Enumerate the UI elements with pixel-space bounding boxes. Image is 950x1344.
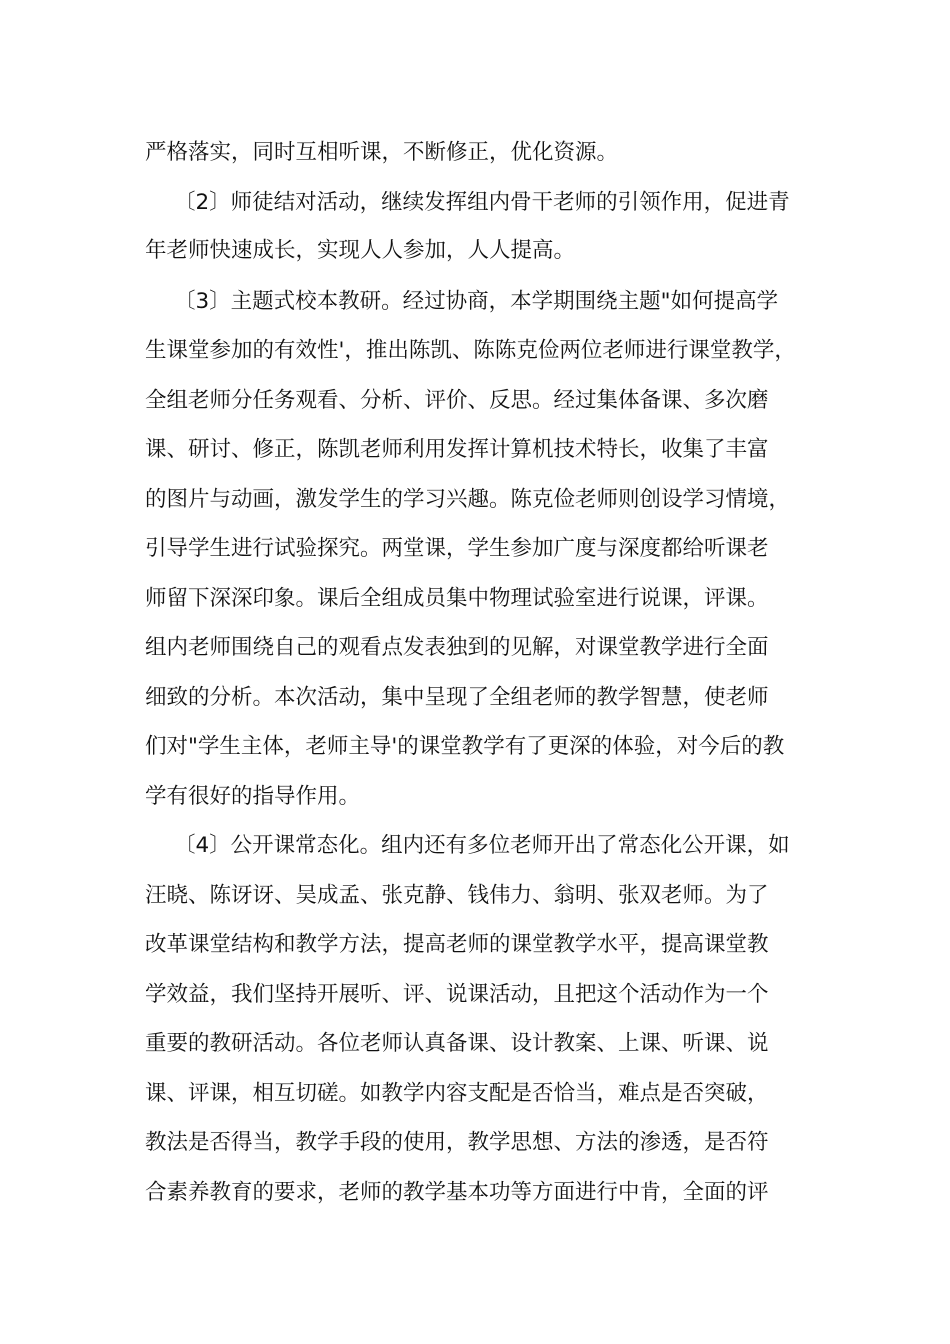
text-line-7: 课、研讨、修正，陈凯老师利用发挥计算机技术特长，收集了丰富 [145,437,769,462]
text-line-2: 〔2〕师徒结对活动，继续发挥组内骨干老师的引领作用，促进青 [174,190,790,215]
text-line-5: 生课堂参加的有效性'，推出陈凯、陈陈克俭两位老师进行课堂教学， [145,338,796,363]
text-line-12: 细致的分析。本次活动，集中呈现了全组老师的教学智慧，使老师 [145,685,769,710]
text-line-13: 们对"学生主体，老师主导'的课堂教学有了更深的体验，对今后的教 [145,734,785,759]
text-line-16: 汪晓、陈讶讶、吴成孟、张克静、钱伟力、翁明、张双老师。为了 [145,883,769,908]
text-line-3: 年老师快速成长，实现人人参加，人人提高。 [145,238,576,263]
text-line-17: 改革课堂结构和教学方法，提高老师的课堂教学水平，提高课堂教 [145,932,769,957]
text-line-4: 〔3〕主题式校本教研。经过协商，本学期围绕主题"如何提高学 [174,289,779,314]
text-line-10: 师留下深深印象。课后全组成员集中物理试验室进行说课，评课。 [145,586,769,611]
text-line-14: 学有很好的指导作用。 [145,784,361,809]
text-line-21: 教法是否得当，教学手段的使用，教学思想、方法的渗透，是否符 [145,1130,769,1155]
text-line-18: 学效益，我们坚持开展听、评、说课活动，且把这个活动作为一个 [145,982,769,1007]
text-line-8: 的图片与动画，激发学生的学习兴趣。陈克俭老师则创设学习情境， [145,487,791,512]
text-line-1: 严格落实，同时互相听课，不断修正，优化资源。 [145,140,619,165]
text-line-6: 全组老师分任务观看、分析、评价、反思。经过集体备课、多次磨 [145,388,769,413]
text-line-15: 〔4〕公开课常态化。组内还有多位老师开出了常态化公开课，如 [174,833,790,858]
text-line-20: 课、评课，相互切磋。如教学内容支配是否恰当，难点是否突破， [145,1081,769,1106]
text-line-11: 组内老师围绕自己的观看点发表独到的见解，对课堂教学进行全面 [145,635,769,660]
text-line-9: 引导学生进行试验探究。两堂课，学生参加广度与深度都给听课老 [145,536,769,561]
text-line-22: 合素养教育的要求，老师的教学基本功等方面进行中肯，全面的评 [145,1180,769,1205]
text-line-19: 重要的教研活动。各位老师认真备课、设计教案、上课、听课、说 [145,1031,769,1056]
